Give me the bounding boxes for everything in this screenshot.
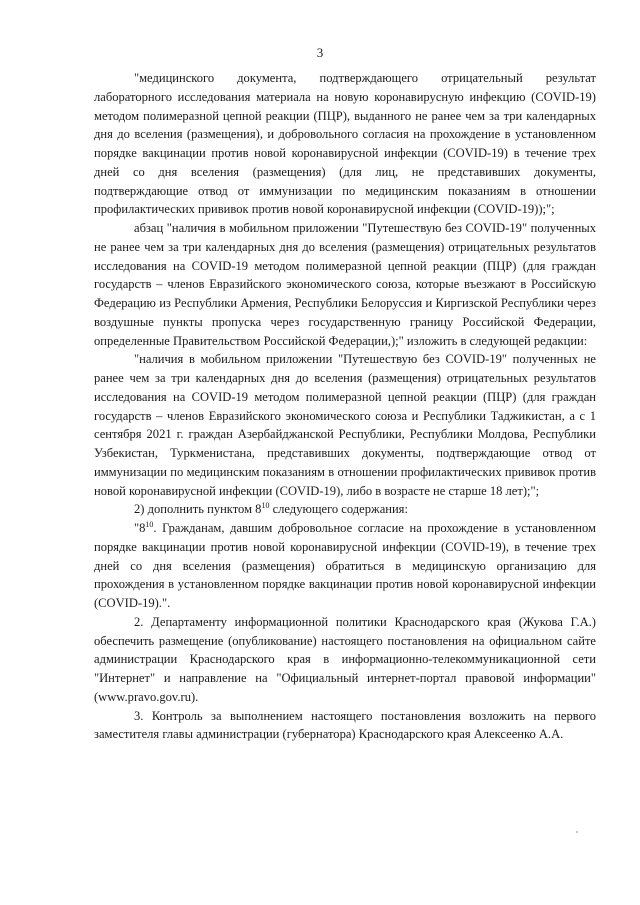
item-2-text-after: следующего содержания: [269,502,408,517]
item-2-superscript: 10 [261,501,270,511]
point-8-10-superscript: 10 [145,520,154,529]
paragraph-point-8-10 [94,519,596,613]
scan-speck [576,831,578,833]
paragraph-new-wording-mobile-app: "наличия в мобильном приложении "Путешествую без COVID-19" полученных не ранее чем за три календарных дня до вселения (размещения) отрицательных результатов исследования на COVID-19 методом полимеразной цепной реакции (ПЦР) (для граждан государств – членов Евразийского экономического союза и Республики Таджикистан, а с 1 сентября 2021 г. граждан Азербайджанской Республики, Республики Молдова, Республики Узбекистан, Туркменистана, представивших документы, подтверждающие отвод от иммунизации по медицинским показаниям в отношении профилактических прививок против новой коронавирусной инфекции (COVID-19), либо в возрасте не старше 18 лет);"; [94,352,596,498]
document-body [94,69,596,744]
point-8-10-open: "8 [134,521,146,535]
paragraph-abzats-mobile-app: абзац "наличия в мобильном приложении "Путешествую без COVID-19" полученных не ранее чем за три календарных дня до вселения (размещения) отрицательных результатов исследования на COVID-19 методом полимеразной цепной реакции (ПЦР) (для граждан государств – членов Евразийского экономического союза, которые въезжают в Российскую Федерацию из Республики Армения, Республики Белоруссия и Киргизской Республики через воздушные пункты пропуска через государственную границу Российской Федерации, определенные Правительством Российской Федерации,);" изложить в следующей редакции: [94,221,596,348]
paragraph-medical-document: "медицинского документа, подтверждающего отрицательный результат лабораторного исследования материала на новую коронавирусную инфекцию (COVID-19) методом полимеразной цепной реакции (ПЦР), выданного не ранее чем за три календарных дня до вселения (размещения), и добровольного согласия на прохождение в установленном порядке вакцинации против новой коронавирусной инфекции (COVID-19) в течение трех дней со дня вселения (размещения) (для лиц, не представивших документы, подтверждающие отвод от иммунизации по медицинским показаниям в отношении профилактических прививок против новой коронавирусной инфекции (COVID-19));"; [94,71,596,217]
page-number: 3 [316,45,324,60]
paragraph-section-3-control: 3. Контроль за выполнением настоящего постановления возложить на первого заместителя главы администрации (губернатора) Краснодарского края Алексеенко А.А. [94,708,596,742]
paragraph-section-2-publication: 2. Департаменту информационной политики Краснодарского края (Жукова Г.А.) обеспечить размещение (опубликование) настоящего постановления на официальном сайте администрации Краснодарского края в информационно-телекоммуникационной сети "Интернет" и направление на "Официальный интернет-портал правовой информации" (www.pravo.gov.ru). [94,614,596,704]
point-8-10-text: . Гражданам, давшим добровольное согласие на прохождение в установленном порядке вакцинации против новой коронавирусной инфекции (COVID-19), в течение трех дней со дня вселения (размещения) обратиться в медицинскую организацию для прохождения в установленном порядке вакцинации против новой коронавирусной инфекции (COVID-19).". [94,521,596,610]
item-2-text-before: 2) дополнить пунктом 8 [134,502,262,517]
paragraph-item-2 [94,500,596,519]
